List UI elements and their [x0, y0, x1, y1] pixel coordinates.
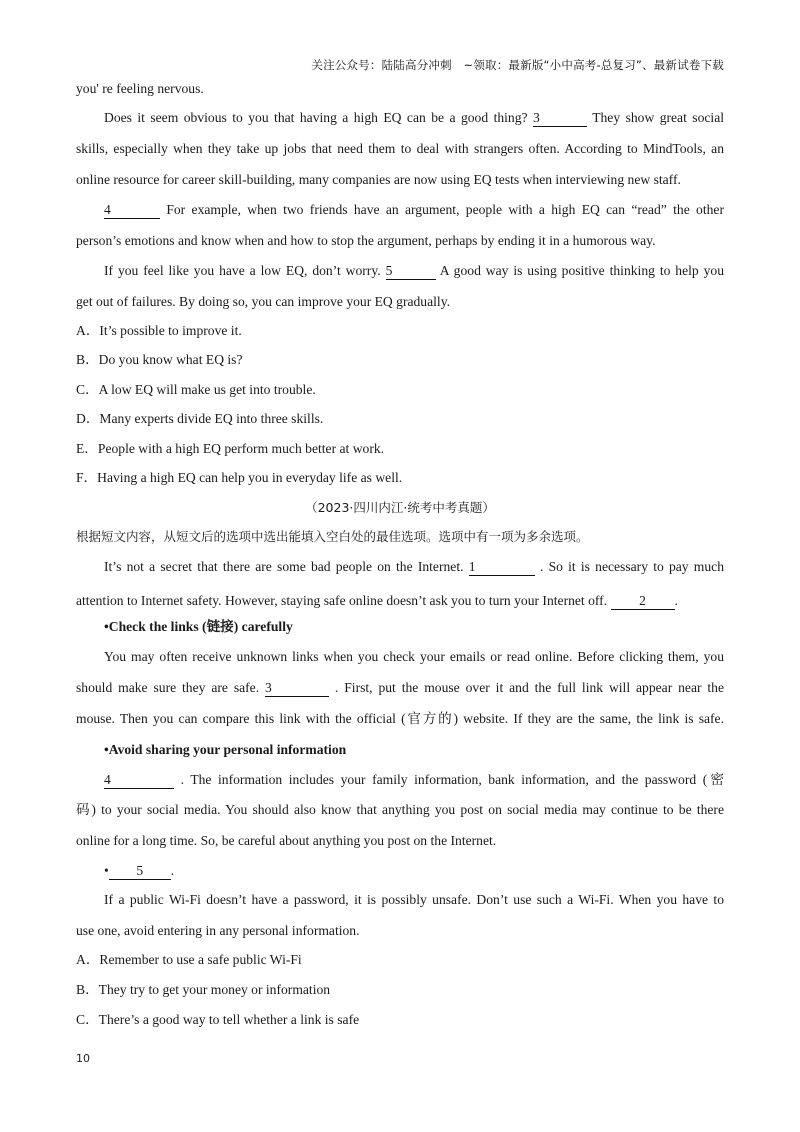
source-label: （2023·四川内江·统考中考真题） [305, 500, 495, 515]
option-1-c: C．A low EQ will make us get into trouble. [76, 382, 316, 397]
p2-line-7: 码) to your social media. You should also know that anything you post on social media may continue to be there [76, 802, 724, 817]
option-1-f: F．Having a high EQ can help you in everyday life as well. [76, 470, 403, 485]
page-number: 10 [76, 1052, 90, 1065]
blank-4-p2: 4 [104, 772, 174, 789]
p1-line-5: 4 For example, when two friends have an argument, people with a high EQ can “read” the other [104, 202, 724, 217]
p2-line-2: attention to Internet safety. However, staying safe online doesn’t ask you to turn your Internet off. 2 . [76, 593, 678, 608]
option-1-a: A．It’s possible to improve it. [76, 323, 242, 338]
blank-3: 3 [533, 110, 587, 127]
option-2-a: A．Remember to use a safe public Wi-Fi [76, 952, 302, 967]
blank-1: 1 [469, 559, 535, 576]
p2-line-8: online for a long time. So, be careful about anything you post on the Internet. [76, 833, 497, 848]
option-1-b: B．Do you know what EQ is? [76, 352, 243, 367]
p1-line-6: person’s emotions and know when and how to stop the argument, perhaps by ending it in a humorous way. [76, 233, 656, 248]
p1-line-7: If you feel like you have a low EQ, don’t worry. 5 A good way is using positive thinking to help you [104, 263, 724, 278]
blank-4: 4 [104, 202, 160, 219]
p2-line-5: mouse. Then you can compare this link with the official (官方的) website. If they are the same, the link is safe. [76, 711, 724, 726]
option-2-c: C．There’s a good way to tell whether a link is safe [76, 1012, 360, 1027]
p2-line-11: use one, avoid entering in any personal information. [76, 923, 360, 938]
subheading-check-links: •Check the links (链接) carefully [104, 619, 293, 634]
p2-line-6: 4 . The information includes your family information, bank information, and the password (密 [104, 772, 725, 787]
option-2-b: B．They try to get your money or information [76, 982, 331, 997]
p2-line-4: should make sure they are safe. 3 . First, put the mouse over it and the full link will appear near the [76, 680, 725, 695]
p1-line-8: get out of failures. By doing so, you can improve your EQ gradually. [76, 294, 451, 309]
blank-2: 2 [611, 593, 675, 610]
p2-line-10: If a public Wi-Fi doesn’t have a password, it is possibly unsafe. Don’t use such a Wi-Fi. When you have to [104, 892, 724, 907]
p2-line-9: • 5 . [104, 863, 175, 878]
subheading-personal-info: •Avoid sharing your personal information [104, 742, 347, 757]
p1-line-1: you' re feeling nervous. [76, 81, 204, 96]
blank-5: 5 [386, 263, 436, 280]
p1-line-2: Does it seem obvious to you that having a high EQ can be a good thing? 3 They show great social [104, 110, 725, 125]
blank-3-p2: 3 [265, 680, 329, 697]
instruction: 根据短文内容，从短文后的选项中选出能填入空白处的最佳选项。选项中有一项为多余选项。 [76, 529, 589, 544]
p2-line-3: You may often receive unknown links when you check your emails or read online. Before clicking them, you [104, 649, 724, 664]
page-header: 关注公众号：陆陆高分冲刺 ~领取：最新版“小中高考-总复习”、最新试卷下载 [311, 58, 724, 72]
blank-5-p2: 5 [109, 863, 171, 880]
p1-line-4: online resource for career skill-building, many companies are now using EQ tests when interviewing new staff. [76, 172, 681, 187]
option-1-d: D．Many experts divide EQ into three skills. [76, 411, 324, 426]
p2-line-1: It’s not a secret that there are some bad people on the Internet. 1 . So it is necessary to pay much [104, 559, 725, 574]
option-1-e: E．People with a high EQ perform much better at work. [76, 441, 385, 456]
p1-line-3: skills, especially when they take up jobs that need them to deal with strangers often. According to MindTools, an [76, 141, 724, 156]
